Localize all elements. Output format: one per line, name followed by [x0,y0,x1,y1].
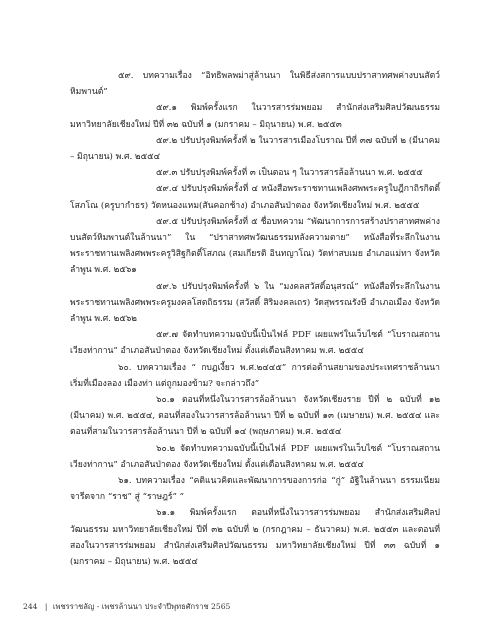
footer-title: เพชรราชลัญ - เพชรล้านนา ประจำปีพุทธศักราช 2565 [52,602,231,611]
entry-heading: ๖๐. บทความเรื่อง “ กบฏเงี้ยว พ.ศ.๒๔๔๕” การต่อต้านสยามของประเทศราชล้านนา เริ่มที่เมืองลอง เมืองท่า แต่ถูกมองข้าม? จะกล่าวถึง” [70,362,440,389]
page-number: 244 [23,602,38,611]
entry-item: ๕๙.๒ ปรับปรุงพิมพ์ครั้งที่ ๒ ในวารสารเมืองโบราณ ปีที่ ๓๗ ฉบับที่ ๒ (มีนาคม – มิถุนายน) พ.ศ. ๒๕๕๔ [70,135,440,163]
body-text [70,68,440,570]
entry-item: ๕๙.๔ ปรับปรุงพิมพ์ครั้งที่ ๔ หนังสือพระราชทานเพลิงศพพระครูใบฎีกาถิรกิตติ์โสภโณ (ครูบากำธร) วัดหนองแหม(สันคอกช้าง) อำเภอสันป่าตอง จังหวัดเชียงใหม่ พ.ศ. ๒๕๕๕ [70,184,440,211]
entry-item: ๖๑.๑ พิมพ์ครั้งแรก ตอนที่หนึ่งในวารสารร่มพยอม สำนักส่งเสริมศิลปวัฒนธรรม มหาวิทยาลัยเชียงใหม่ ปีที่ ๓๒ ฉบับที่ ๒ (กรกฎาคม – ธันวาคม) พ.ศ. ๒๕๕๓ และตอนที่สองในวารสารร่มพยอม สำนักส่งเสริมศิลปวัฒนธรรม มหาวิทยาลัยเชียงใหม่ ปีที่ ๓๓ ฉบับที่ ๑ (มกราคม – มิถุนายน) พ.ศ. ๒๕๕๔ [70,508,440,568]
footer-separator: | [44,602,48,611]
entry-item: ๕๙.๑ พิมพ์ครั้งแรก ในวารสารร่มพยอม สำนักส่งเสริมศิลปวัฒนธรรม มหาวิทยาลัยเชียงใหม่ ปีที่ ๓๒ ฉบับที่ ๑ (มกราคม – มิถุนายน) พ.ศ. ๒๕๕๓ [70,103,440,130]
entry-item: ๖๐.๒ จัดทำบทความฉบับนี้เป็นไฟล์ PDF เผยแพร่ในเว็บไซต์ “โบราณสถานเวียงท่ากาน” อำเภอสันป่าตอง จังหวัดเชียงใหม่ ตั้งแต่เดือนสิงหาคม พ.ศ. ๒๕๕๔ [70,443,440,470]
entry-item: ๕๙.๖ ปรับปรุงพิมพ์ครั้งที่ ๖ ใน “มงคลสวัสดิ์อนุสรณ์” หนังสือที่ระลึกในงานพระราชทานเพลิงศพพระครูมงคลโสตถิธรรม (สวัสดิ์ สิริมงคลเถร) วัดสุพรรณรังษี อำเภอเมือง จังหวัดลำพูน พ.ศ. ๒๕๖๒ [70,281,440,325]
entry-item: ๕๙.๓ ปรับปรุงพิมพ์ครั้งที่ ๓ เป็นตอน ๆ ในวารสารล้อล้านนา พ.ศ. ๒๕๕๕ [156,168,423,179]
entry-heading: ๕๙. บทความเรื่อง “อิทธิพลพม่าสู่ล้านนา ในพิธีส่งสการแบบปราสาทศพค่างบนสัตว์หิมพานต์” [70,71,440,98]
entry-heading: ๖๑. บทความเรื่อง “คติแนวคิดและพัฒนาการของการก่อ “กู่” อัฐิในล้านนา ธรรมเนียมจารีตจาก “ราช” สู่ “ราษฎร์” ” [70,476,440,503]
entry-item: ๖๐.๑ ตอนที่หนึ่งในวารสารล้อล้านนา จังหวัดเชียงราย ปีที่ ๒ ฉบับที่ ๑๒ (มีนาคม) พ.ศ. ๒๕๕๔, ตอนที่สองในวารสารล้อล้านนา ปีที่ ๒ ฉบับที่ ๑๓ (เมษายน) พ.ศ. ๒๕๕๔ และตอนที่สามในวารสารล้อล้านนา ปีที่ ๒ ฉบับที่ ๑๔ (พฤษภาคม) พ.ศ. ๒๕๕๔ [70,395,440,438]
entry-item: ๕๙.๗ จัดทำบทความฉบับนี้เป็นไฟล์ PDF เผยแพร่ในเว็บไซต์ “โบราณสถานเวียงท่ากาน” อำเภอสันป่าตอง จังหวัดเชียงใหม่ ตั้งแต่เดือนสิงหาคม พ.ศ. ๒๕๕๔ [70,330,440,357]
entry-item: ๕๙.๕ ปรับปรุงพิมพ์ครั้งที่ ๕ ชื่อบทความ “พัฒนาการการสร้างปราสาทศพค่างบนสัตว์หิมพานต์ในล้านนา” ใน “ปราสาทศพวัฒนธรรมหลังความตาย” หนังสือที่ระลึกในงานพระราชทานเพลิงศพพระครูวิสิฐกิตติ์โสภณ (สมเกียรติ อินทญาโณ) วัดท่าสบเมย อำเภอแม่ทา จังหวัดลำพูน พ.ศ. ๒๕๖๑ [70,216,440,276]
page-footer [23,601,230,613]
